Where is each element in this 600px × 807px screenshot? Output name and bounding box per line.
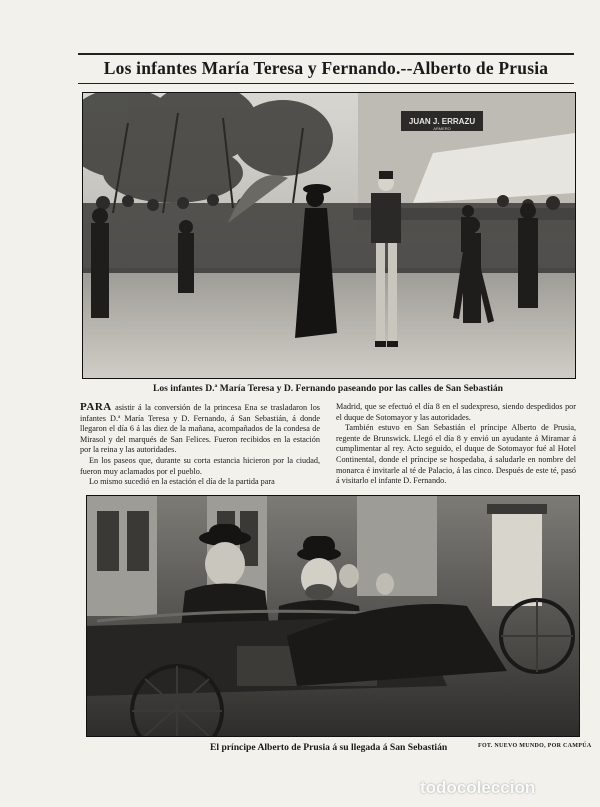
- photo2-caption: El príncipe Alberto de Prusia á su llegada á San Sebastián: [210, 742, 448, 753]
- paragraph-1: [80, 402, 320, 456]
- paragraph-4: Madrid, que se efectuó el día 8 en el sudexpreso, siendo despedidos por el duque de Sotomayor y las autoridades.: [336, 402, 576, 422]
- shop-sign: JUAN J. ERRAZU: [408, 117, 476, 126]
- paragraph-3: Lo mismo sucedió en la estación el día de la partida para: [89, 477, 275, 487]
- title-rule: [78, 83, 574, 84]
- paragraph-2: En los paseos que, durante su corta estancia hicieron por la ciudad, fueron muy aclamados por el pueblo.: [80, 455, 320, 476]
- article-column-right: [336, 402, 576, 487]
- shop-sign-sub: ARMERO: [433, 126, 451, 131]
- dropcap: PARA: [80, 401, 112, 413]
- photo-infantes-street: [82, 92, 576, 379]
- top-rule: [78, 53, 574, 55]
- photo-credit: FOT. NUEVO MUNDO, POR CAMPÚA: [478, 743, 592, 749]
- paragraph-5: También estuvo en San Sebastián el príncipe Alberto de Prusia, regente de Brunswick. Llegó el día 8 y envió un ayudante á Miramar á cumplimentar al rey. Acto seguido, el duque de Sotomayor fué al Hotel Continental, donde el príncipe se hospedaba, á saludarle en nombre del monarca é invitarle al té de Palacio, á las cinco. Después de este té, pasó á visitarlo el infante D. Fernando.: [336, 423, 576, 486]
- photo-prince-carriage: [86, 495, 580, 737]
- photo1-caption: Los infantes D.ª María Teresa y D. Fernando paseando por las calles de San Sebastián: [152, 383, 504, 394]
- article-title: Los infantes María Teresa y Fernando.--Alberto de Prusia: [103, 58, 549, 78]
- article-column-left: [80, 402, 320, 488]
- watermark-logo: todocoleccion: [420, 778, 536, 797]
- paragraph-1-text: asistir á la conversión de la princesa Ena se trasladaron los infantes D.ª María Teresa y D. Fernando, á San Sebastián, á donde llegaron el día 6 á las diez de la mañana, acompañados de la condesa de Mirasol y del marqués de San Felices. Fueron recibidos en la estación por la reina y las autoridades.: [80, 403, 320, 455]
